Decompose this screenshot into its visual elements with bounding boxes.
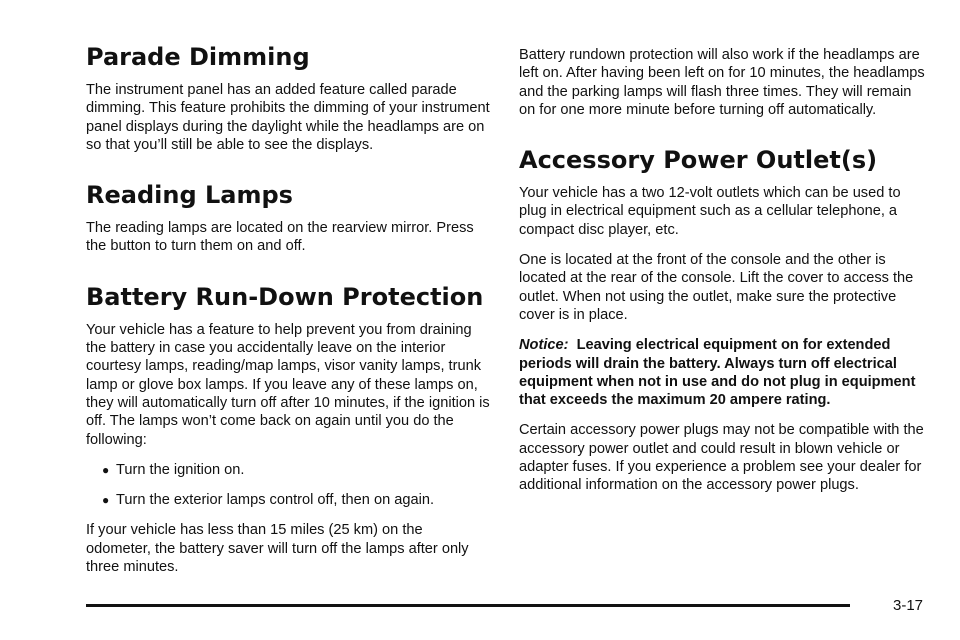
list-item-text: Turn the ignition on. xyxy=(116,461,245,478)
bullet-icon: ● xyxy=(102,462,110,477)
battery-protection-text: Your vehicle has a feature to help prevent you from draining the battery in case you accidentally leave on the interior courtesy lamps, reading/map lamps, visor vanity lamps, trunk lamp or glove box lamps. If you leave any of these lamps on, they will automatically turn off after 10 minutes, if the ignition is off. The lamps won’t come back on again until you do the following: xyxy=(86,321,490,448)
list-item xyxy=(86,491,491,509)
left-column xyxy=(86,42,491,588)
accessory-outlet-text-2: One is located at the front of the console and the other is located at the rear of the console. Lift the cover to access the outlet. When not using the outlet, make sure the protective cover is in place. xyxy=(519,252,914,323)
battery-steps-list xyxy=(86,461,491,510)
list-item xyxy=(86,461,491,479)
battery-protection-heading: Battery Run-Down Protection xyxy=(86,282,484,311)
list-item-text: Turn the exterior lamps control off, then on again. xyxy=(116,492,434,509)
accessory-outlet-text-3: Certain accessory power plugs may not be compatible with the accessory power outlet and could result in blown vehicle or adapter fuses. If you experience a problem see your dealer for additional information on the accessory power plugs. xyxy=(519,422,924,494)
accessory-outlet-heading: Accessory Power Outlet(s) xyxy=(519,146,878,175)
parade-dimming-text: The instrument panel has an added feature called parade dimming. This feature prohibits the dimming of your instrument panel displays during the daylight while the headlamps are on so that you’ll still be able to see the displays. xyxy=(86,82,490,153)
footer-rule xyxy=(86,604,850,607)
battery-saver-text: If your vehicle has less than 15 miles (25 km) on the odometer, the battery saver will turn off the lamps after only three minutes. xyxy=(86,522,469,576)
notice-label: Notice: xyxy=(519,337,569,354)
rundown-protection-text: Battery rundown protection will also work if the headlamps are left on. After having been left on for 10 minutes, the headlamps and the parking lamps will flash three times. They will remain on for one more minute before turning off automatically. xyxy=(519,47,925,118)
notice-text: Leaving electrical equipment on for extended periods will drain the battery. Always turn off electrical equipment when not in use and do not plug in equipment that exceeds the maximum 20 ampere rating. xyxy=(519,337,916,409)
parade-dimming-heading: Parade Dimming xyxy=(86,43,310,71)
accessory-outlet-text-1: Your vehicle has a two 12-volt outlets which can be used to plug in electrical equipment such as a cellular telephone, a compact disc player, etc. xyxy=(519,185,901,238)
reading-lamps-text: The reading lamps are located on the rearview mirror. Press the button to turn them on and off. xyxy=(86,220,474,255)
reading-lamps-heading: Reading Lamps xyxy=(86,181,293,210)
page-number: 3-17 xyxy=(893,597,924,614)
right-column xyxy=(519,46,929,507)
notice-paragraph xyxy=(519,336,929,409)
bullet-icon: ● xyxy=(102,493,110,508)
